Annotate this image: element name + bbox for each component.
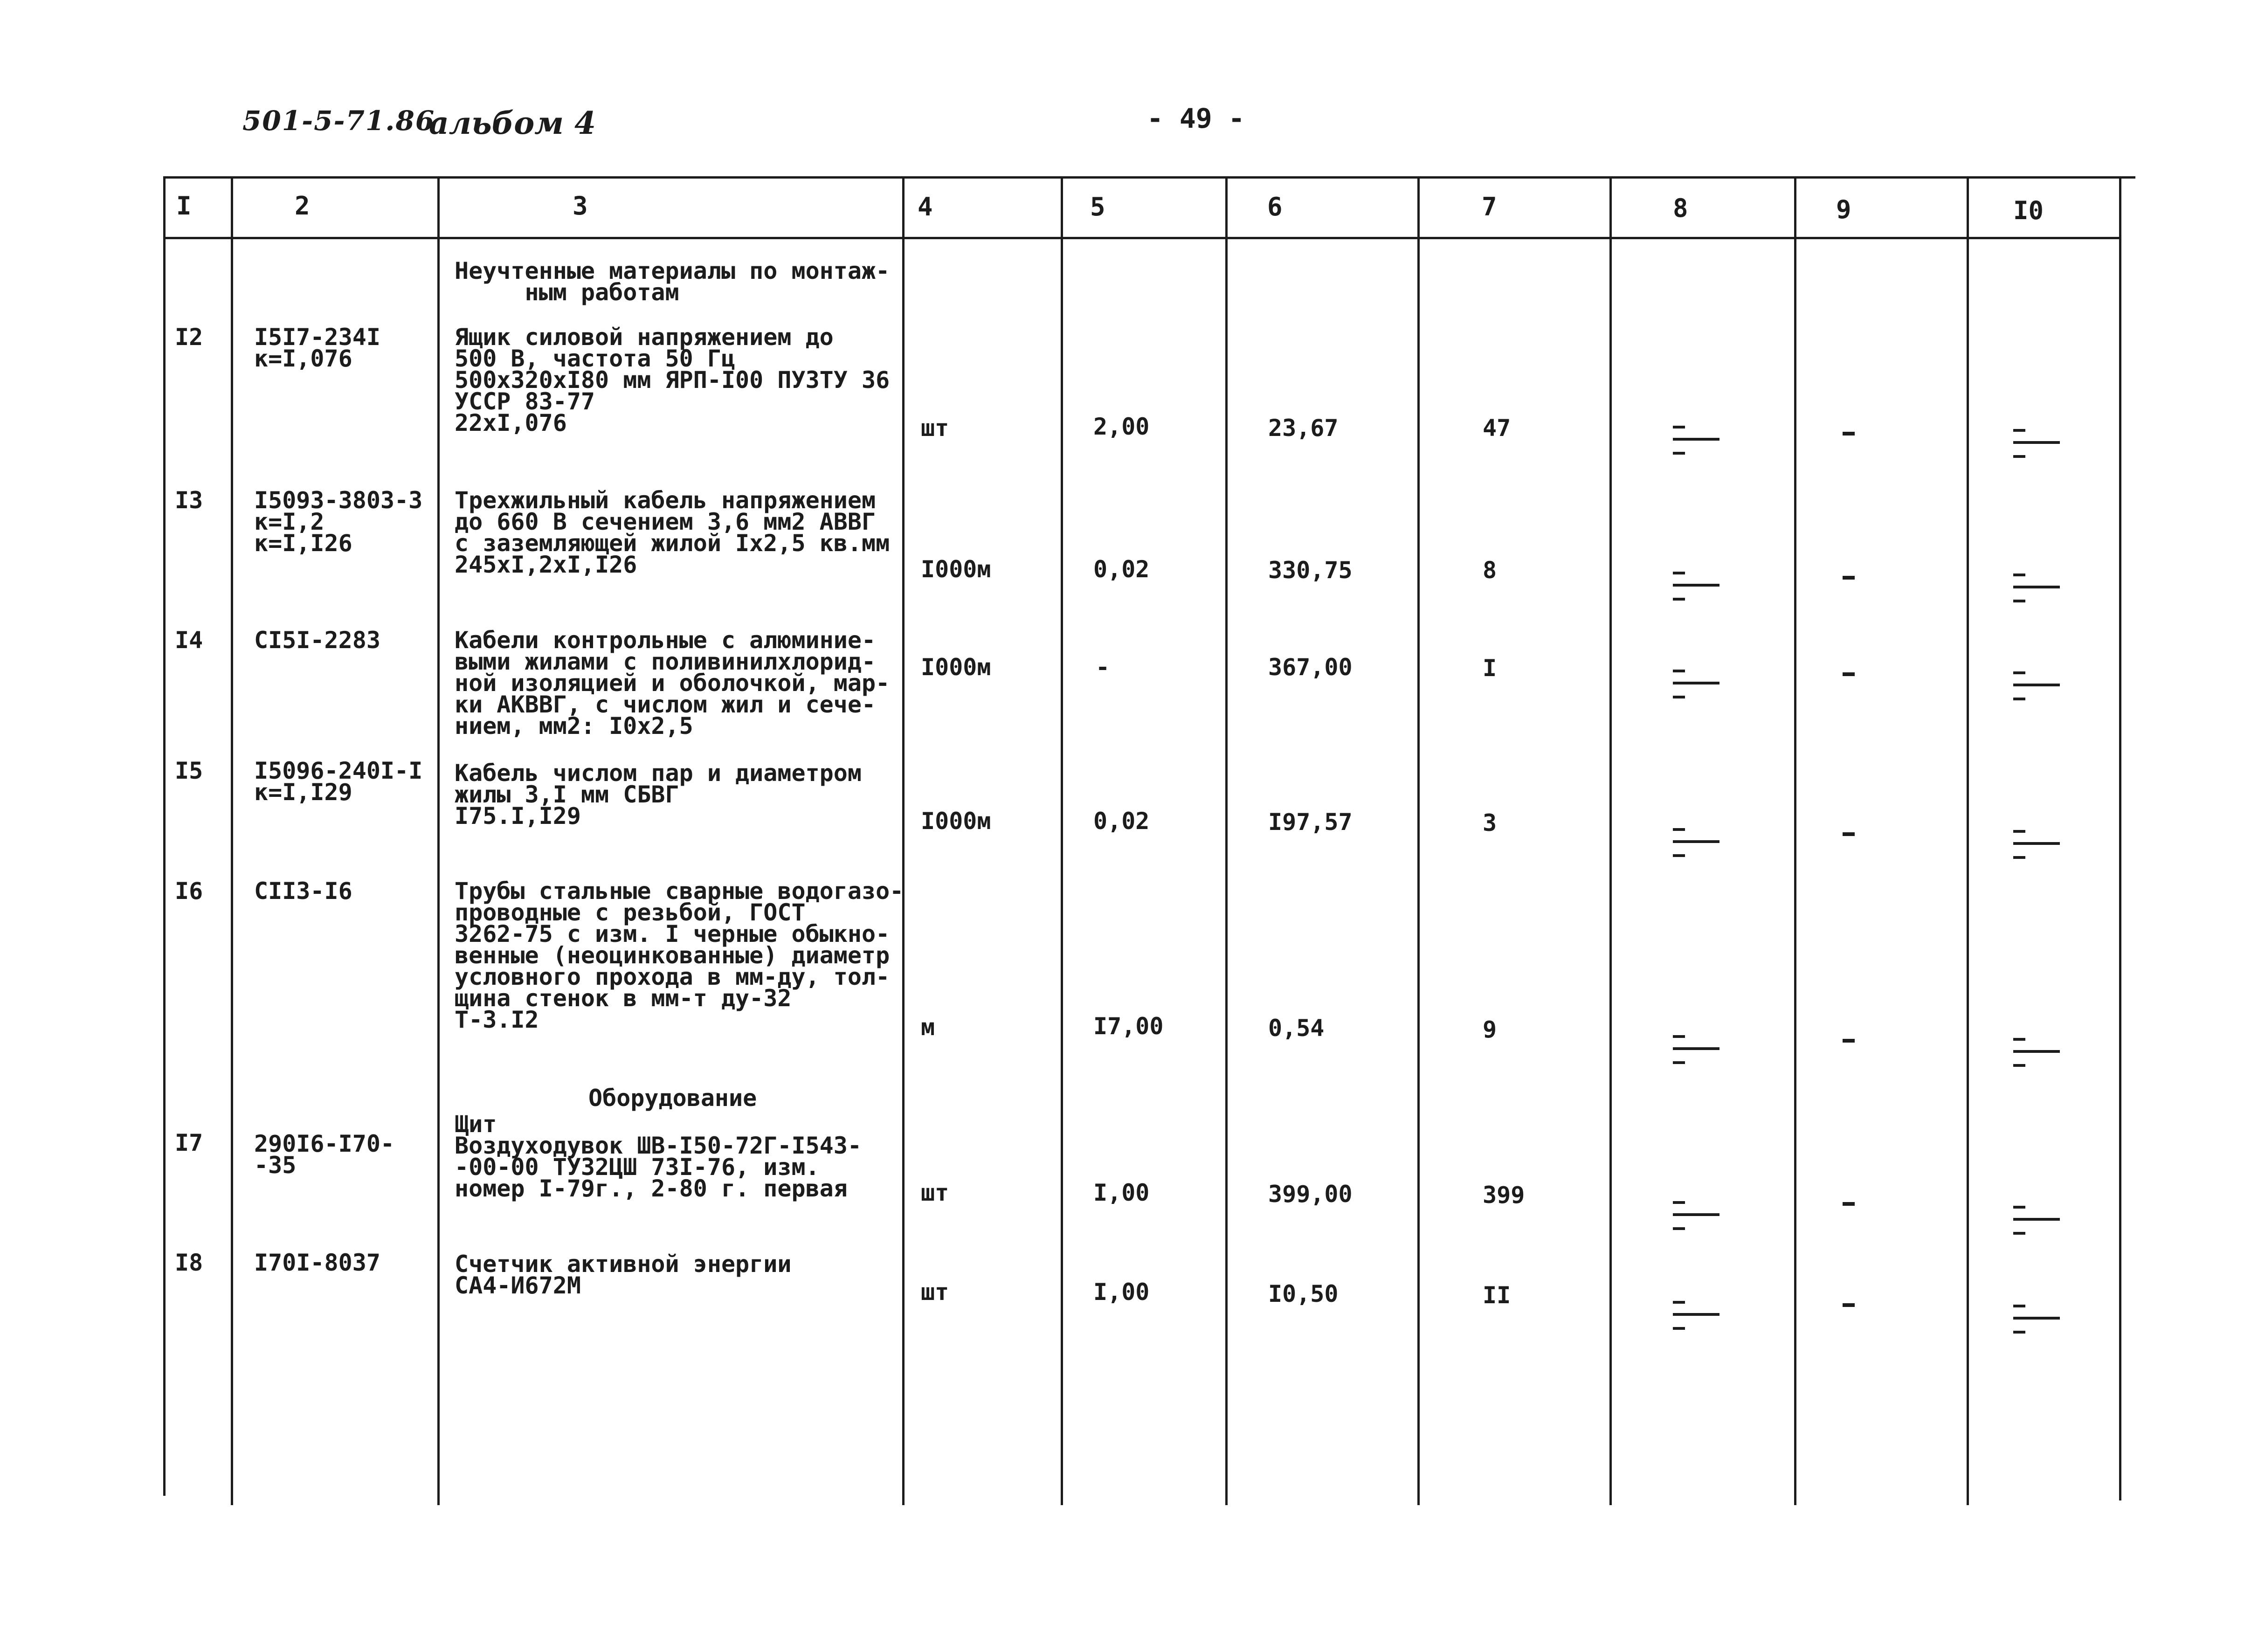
row-description: Трубы стальные сварные водогазо- проводные с резьбой, ГОСТ 3262-75 с изм. I черные обыкно- венные (неоцинкованные) диаметр условного прохода в мм-ду, тол- щина стенок в мм-т ду-32 Т-3.I2: [455, 878, 904, 1033]
column-header-10: I0: [2013, 196, 2044, 225]
row-unit: шт: [921, 1279, 949, 1306]
row-description: Щит Воздуходувок ШВ-I50-72Г-I543- -00-00 ТУ32ЦШ 73I-76, изм. номер I-79г., 2-80 г. первая: [455, 1111, 862, 1202]
row-total: 47: [1483, 415, 1511, 442]
column-border: [163, 176, 166, 1496]
row-total: I: [1483, 655, 1497, 682]
column-header-4: 4: [918, 192, 933, 221]
row-code: I5096-240I-I к=I,I29: [254, 757, 423, 806]
column-border: [1967, 176, 1969, 1505]
row-price: I97,57: [1268, 809, 1353, 836]
row-total: 8: [1483, 557, 1497, 584]
row-total: 399: [1483, 1182, 1525, 1209]
row-total: II: [1483, 1282, 1511, 1309]
section-heading: Оборудование: [588, 1085, 757, 1112]
row-unit: I000м: [921, 556, 991, 583]
row-code: CI5I-2283: [254, 627, 380, 654]
dash-mark: [1843, 672, 1855, 676]
row-quantity: 0,02: [1093, 808, 1150, 835]
row-price: I0,50: [1268, 1280, 1339, 1307]
dash-mark: [1668, 1197, 1719, 1239]
row-unit: шт: [921, 415, 949, 442]
row-number: I4: [175, 627, 203, 654]
row-number: I7: [175, 1129, 203, 1156]
column-border: [437, 176, 440, 1505]
row-unit: I000м: [921, 654, 991, 681]
row-number: I5: [175, 757, 203, 784]
row-unit: шт: [921, 1179, 949, 1206]
column-border: [1609, 176, 1612, 1505]
row-number: I6: [175, 878, 203, 905]
row-description: Кабель числом пар и диаметром жилы 3,I мм СБВГ I75.I,I29: [455, 760, 862, 829]
row-total: 9: [1483, 1016, 1497, 1043]
column-header-6: 6: [1267, 192, 1283, 221]
dash-mark: [1668, 1031, 1719, 1073]
dash-mark: [1843, 1202, 1855, 1206]
table-header-border: [163, 237, 2121, 239]
dash-mark: [2009, 570, 2060, 612]
column-border: [2119, 176, 2121, 1500]
column-header-2: 2: [295, 191, 310, 221]
row-price: 23,67: [1268, 415, 1339, 442]
column-border: [1794, 176, 1796, 1505]
row-price: 0,54: [1268, 1015, 1325, 1042]
row-number: I8: [175, 1249, 203, 1276]
dash-mark: [2009, 1202, 2060, 1244]
dash-mark: [2009, 668, 2060, 710]
column-border: [231, 176, 233, 1505]
column-border: [1225, 176, 1228, 1505]
row-code: I5I7-234I к=I,076: [254, 324, 380, 372]
dash-mark: [1843, 432, 1855, 435]
row-unit: I000м: [921, 808, 991, 835]
column-border: [1417, 176, 1420, 1505]
row-price: 367,00: [1268, 654, 1353, 681]
section-heading: Неучтенные материалы по монтаж- ным работам: [455, 257, 890, 306]
row-description: Ящик силовой напряжением до 500 В, частота 50 Гц 500x320xI80 мм ЯРП-I00 ПУЗТУ 36 УССР 83-77 22xI,076: [455, 324, 890, 436]
row-quantity: 0,02: [1093, 556, 1150, 583]
dash-mark: [1843, 832, 1855, 836]
page-number: - 49 -: [1147, 103, 1245, 134]
row-description: Кабели контрольные с алюминие- выми жилами с поливинилхлорид- ной изоляцией и оболочкой, мар- ки АКВВГ, с числом жил и сече- нием, мм2: I0x2,5: [455, 627, 890, 740]
row-code: CII3-I6: [254, 878, 352, 905]
dash-mark: [1843, 1039, 1855, 1043]
column-header-9: 9: [1836, 195, 1851, 224]
row-code: I70I-8037: [254, 1249, 380, 1276]
row-total: 3: [1483, 809, 1497, 836]
dash-mark: [2009, 826, 2060, 868]
column-header-5: 5: [1090, 192, 1105, 221]
dash-mark: [1668, 824, 1719, 866]
album-label: альбом 4: [429, 105, 596, 141]
dash-mark: [1843, 576, 1855, 580]
dash-mark: [2009, 1301, 2060, 1343]
dash-mark: [1668, 568, 1719, 610]
row-quantity: I,00: [1093, 1279, 1150, 1306]
column-header-3: 3: [573, 191, 588, 221]
dash-mark: [1843, 1303, 1855, 1307]
row-unit: м: [921, 1014, 935, 1041]
row-quantity: I,00: [1093, 1179, 1150, 1206]
row-number: I3: [175, 487, 203, 514]
dash-mark: [1668, 666, 1719, 708]
table-top-border: [163, 176, 2135, 179]
row-price: 399,00: [1268, 1181, 1353, 1208]
dash-mark: [1668, 1297, 1719, 1339]
row-quantity: -: [1096, 654, 1110, 681]
dash-mark: [2009, 1034, 2060, 1076]
row-quantity: 2,00: [1093, 413, 1150, 440]
column-border: [1061, 176, 1063, 1505]
row-code: 290I6-I70- -35: [254, 1130, 395, 1179]
row-code: I5093-3803-3 к=I,2 к=I,I26: [254, 487, 423, 557]
column-header-8: 8: [1673, 194, 1688, 223]
row-number: I2: [175, 324, 203, 351]
column-border: [902, 176, 905, 1505]
row-description: Трехжильный кабель напряжением до 660 В сечением 3,6 мм2 АВВГ с заземляющей жилой Iх2,5 кв.мм 245xI,2xI,I26: [455, 487, 890, 578]
row-quantity: I7,00: [1093, 1013, 1164, 1040]
dash-mark: [2009, 425, 2060, 467]
row-description: Счетчик активной энергии СА4-И672М: [455, 1251, 792, 1299]
row-price: 330,75: [1268, 557, 1353, 584]
column-header-7: 7: [1482, 192, 1497, 221]
dash-mark: [1668, 422, 1719, 464]
column-header-1: I: [176, 191, 192, 221]
document-code: 501-5-71.86: [242, 105, 435, 137]
